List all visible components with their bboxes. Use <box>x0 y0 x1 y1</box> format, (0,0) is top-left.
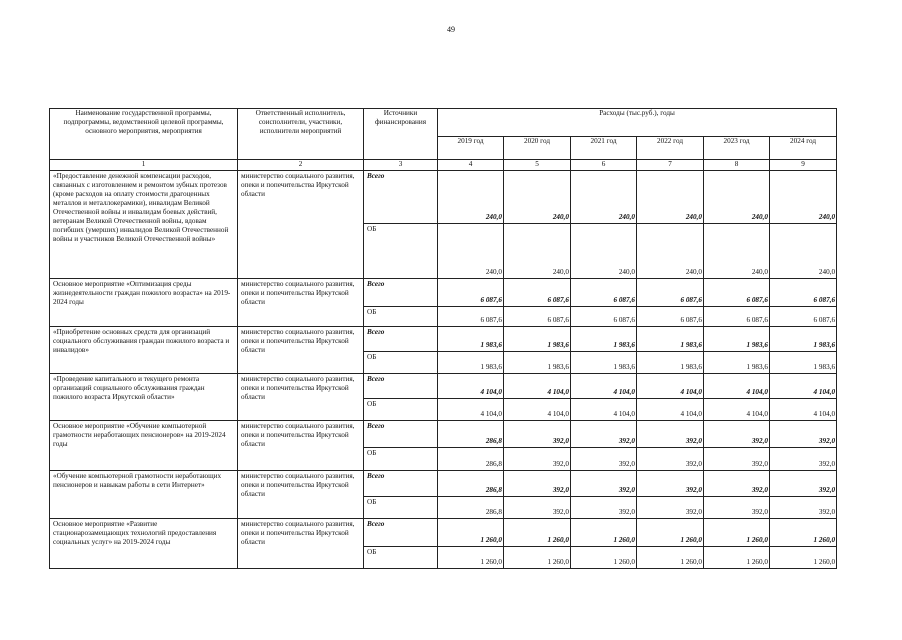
row-executor: министерство социального развития, опеки и попечительства Иркутской области <box>238 471 364 519</box>
total-value: 1 260,0 <box>770 519 837 547</box>
total-value: 1 983,6 <box>504 327 571 352</box>
row-executor: министерство социального развития, опеки и попечительства Иркутской области <box>238 519 364 569</box>
ob-value: 4 104,0 <box>704 399 770 421</box>
total-value: 240,0 <box>438 171 504 224</box>
total-value: 1 983,6 <box>438 327 504 352</box>
total-value: 4 104,0 <box>438 374 504 399</box>
ob-value: 392,0 <box>704 448 770 471</box>
ob-value: 392,0 <box>704 497 770 519</box>
total-value: 4 104,0 <box>637 374 704 399</box>
header-year-6: 2024 год <box>770 137 837 160</box>
total-value: 1 260,0 <box>571 519 637 547</box>
ob-value: 240,0 <box>504 224 571 279</box>
ob-value: 6 087,6 <box>504 307 571 327</box>
row-name: «Проведение капитального и текущего ремонта организаций социального обслуживания граждан пожилого возраста Иркутской области» <box>50 374 238 421</box>
row-name: «Предоставление денежной компенсации расходов, связанных с изготовлением и ремонтом зубных протезов (кроме расходов на оплату стоимости драгоценных металлов и металлокерамики), инвалидам Великой Отечественной войны и инвалидам боевых действий, ветеранам Великой Отечественной войны, вдовам погибших (умерших) инвалидов Великой Отечественной войны и участников Великой Отечественной войны» <box>50 171 238 279</box>
table-row <box>50 327 837 352</box>
page-number: 49 <box>447 25 455 34</box>
budget-table <box>49 108 837 569</box>
ob-value: 392,0 <box>504 497 571 519</box>
source-ob-label: ОБ <box>364 224 438 279</box>
ob-value: 1 260,0 <box>504 547 571 569</box>
total-value: 392,0 <box>571 421 637 448</box>
total-value: 1 983,6 <box>704 327 770 352</box>
total-value: 6 087,6 <box>438 279 504 307</box>
total-value: 1 260,0 <box>704 519 770 547</box>
ob-value: 392,0 <box>770 497 837 519</box>
row-name: Основное мероприятие «Обучение компьютерной грамотности неработающих пенсионеров» на 2019-2024 годы <box>50 421 238 471</box>
row-name: Основное мероприятие «Оптимизация среды жизнедеятельности граждан пожилого возраста» на 2019-2024 годы <box>50 279 238 327</box>
total-value: 286,8 <box>438 421 504 448</box>
row-executor: министерство социального развития, опеки и попечительства Иркутской области <box>238 374 364 421</box>
total-value: 392,0 <box>504 471 571 497</box>
ob-value: 4 104,0 <box>571 399 637 421</box>
ob-value: 240,0 <box>770 224 837 279</box>
source-total-label: Всего <box>364 171 438 224</box>
ob-value: 1 983,6 <box>571 352 637 374</box>
total-value: 392,0 <box>571 471 637 497</box>
ob-value: 6 087,6 <box>770 307 837 327</box>
ob-value: 240,0 <box>704 224 770 279</box>
total-value: 4 104,0 <box>504 374 571 399</box>
ob-value: 392,0 <box>637 448 704 471</box>
ob-value: 392,0 <box>770 448 837 471</box>
ob-value: 4 104,0 <box>770 399 837 421</box>
total-value: 6 087,6 <box>704 279 770 307</box>
column-index-5: 5 <box>504 160 571 171</box>
total-value: 4 104,0 <box>770 374 837 399</box>
ob-value: 392,0 <box>571 448 637 471</box>
ob-value: 4 104,0 <box>438 399 504 421</box>
ob-value: 240,0 <box>571 224 637 279</box>
ob-value: 1 983,6 <box>770 352 837 374</box>
total-value: 392,0 <box>770 471 837 497</box>
ob-value: 240,0 <box>637 224 704 279</box>
total-value: 286,8 <box>438 471 504 497</box>
total-value: 1 983,6 <box>770 327 837 352</box>
ob-value: 6 087,6 <box>571 307 637 327</box>
total-value: 1 983,6 <box>571 327 637 352</box>
ob-value: 1 260,0 <box>438 547 504 569</box>
table-row <box>50 374 837 399</box>
ob-value: 6 087,6 <box>438 307 504 327</box>
header-year-2: 2020 год <box>504 137 571 160</box>
ob-value: 1 983,6 <box>438 352 504 374</box>
source-total-label: Всего <box>364 421 438 448</box>
header-name: Наименование государственной программы, подпрограммы, ведомственной целевой программы, основного мероприятия, мероприятия <box>50 109 238 160</box>
ob-value: 1 983,6 <box>504 352 571 374</box>
column-index-4: 4 <box>438 160 504 171</box>
ob-value: 1 260,0 <box>571 547 637 569</box>
total-value: 6 087,6 <box>637 279 704 307</box>
table-row <box>50 519 837 547</box>
ob-value: 286,8 <box>438 448 504 471</box>
source-total-label: Всего <box>364 374 438 399</box>
source-total-label: Всего <box>364 327 438 352</box>
source-ob-label: ОБ <box>364 497 438 519</box>
total-value: 240,0 <box>571 171 637 224</box>
total-value: 392,0 <box>504 421 571 448</box>
ob-value: 392,0 <box>637 497 704 519</box>
source-ob-label: ОБ <box>364 547 438 569</box>
total-value: 240,0 <box>504 171 571 224</box>
ob-value: 1 983,6 <box>704 352 770 374</box>
row-name: Основное мероприятие «Развитие стационарозамещающих технологий предоставления социальных услуг» на 2019-2024 годы <box>50 519 238 569</box>
table-row <box>50 279 837 307</box>
total-value: 240,0 <box>770 171 837 224</box>
column-index-2: 2 <box>238 160 364 171</box>
total-value: 1 260,0 <box>438 519 504 547</box>
source-total-label: Всего <box>364 519 438 547</box>
header-year-4: 2022 год <box>637 137 704 160</box>
row-name: «Приобретение основных средств для организаций социального обслуживания граждан пожилого возраста и инвалидов» <box>50 327 238 374</box>
total-value: 6 087,6 <box>504 279 571 307</box>
total-value: 6 087,6 <box>770 279 837 307</box>
column-index-6: 6 <box>571 160 637 171</box>
header-year-5: 2023 год <box>704 137 770 160</box>
total-value: 392,0 <box>637 421 704 448</box>
total-value: 392,0 <box>770 421 837 448</box>
total-value: 4 104,0 <box>571 374 637 399</box>
header-year-1: 2019 год <box>438 137 504 160</box>
header-year-3: 2021 год <box>571 137 637 160</box>
header-executor: Ответственный исполнитель, соисполнители, участники, исполнители мероприятий <box>238 109 364 160</box>
header-expenses: Расходы (тыс.руб.), годы <box>438 109 837 137</box>
total-value: 240,0 <box>704 171 770 224</box>
source-total-label: Всего <box>364 471 438 497</box>
column-index-3: 3 <box>364 160 438 171</box>
source-total-label: Всего <box>364 279 438 307</box>
total-value: 1 260,0 <box>637 519 704 547</box>
source-ob-label: ОБ <box>364 399 438 421</box>
ob-value: 240,0 <box>438 224 504 279</box>
source-ob-label: ОБ <box>364 307 438 327</box>
total-value: 240,0 <box>637 171 704 224</box>
total-value: 392,0 <box>704 471 770 497</box>
source-ob-label: ОБ <box>364 448 438 471</box>
ob-value: 392,0 <box>571 497 637 519</box>
source-ob-label: ОБ <box>364 352 438 374</box>
ob-value: 4 104,0 <box>637 399 704 421</box>
ob-value: 6 087,6 <box>704 307 770 327</box>
ob-value: 6 087,6 <box>637 307 704 327</box>
column-index-1: 1 <box>50 160 238 171</box>
ob-value: 392,0 <box>504 448 571 471</box>
row-executor: министерство социального развития, опеки и попечительства Иркутской области <box>238 279 364 327</box>
ob-value: 1 260,0 <box>704 547 770 569</box>
ob-value: 1 260,0 <box>637 547 704 569</box>
total-value: 392,0 <box>704 421 770 448</box>
row-name: «Обучение компьютерной грамотности неработающих пенсионеров и навыкам работы в сети Интернет» <box>50 471 238 519</box>
column-index-8: 8 <box>704 160 770 171</box>
total-value: 4 104,0 <box>704 374 770 399</box>
row-executor: министерство социального развития, опеки и попечительства Иркутской области <box>238 171 364 279</box>
column-index-7: 7 <box>637 160 704 171</box>
header-source: Источники финансирования <box>364 109 438 160</box>
table-row <box>50 471 837 497</box>
column-index-9: 9 <box>770 160 837 171</box>
total-value: 6 087,6 <box>571 279 637 307</box>
total-value: 392,0 <box>637 471 704 497</box>
table-row <box>50 421 837 448</box>
row-executor: министерство социального развития, опеки и попечительства Иркутской области <box>238 421 364 471</box>
ob-value: 286,8 <box>438 497 504 519</box>
row-executor: министерство социального развития, опеки и попечительства Иркутской области <box>238 327 364 374</box>
total-value: 1 983,6 <box>637 327 704 352</box>
total-value: 1 260,0 <box>504 519 571 547</box>
ob-value: 1 260,0 <box>770 547 837 569</box>
ob-value: 1 983,6 <box>637 352 704 374</box>
ob-value: 4 104,0 <box>504 399 571 421</box>
table-row <box>50 171 837 224</box>
